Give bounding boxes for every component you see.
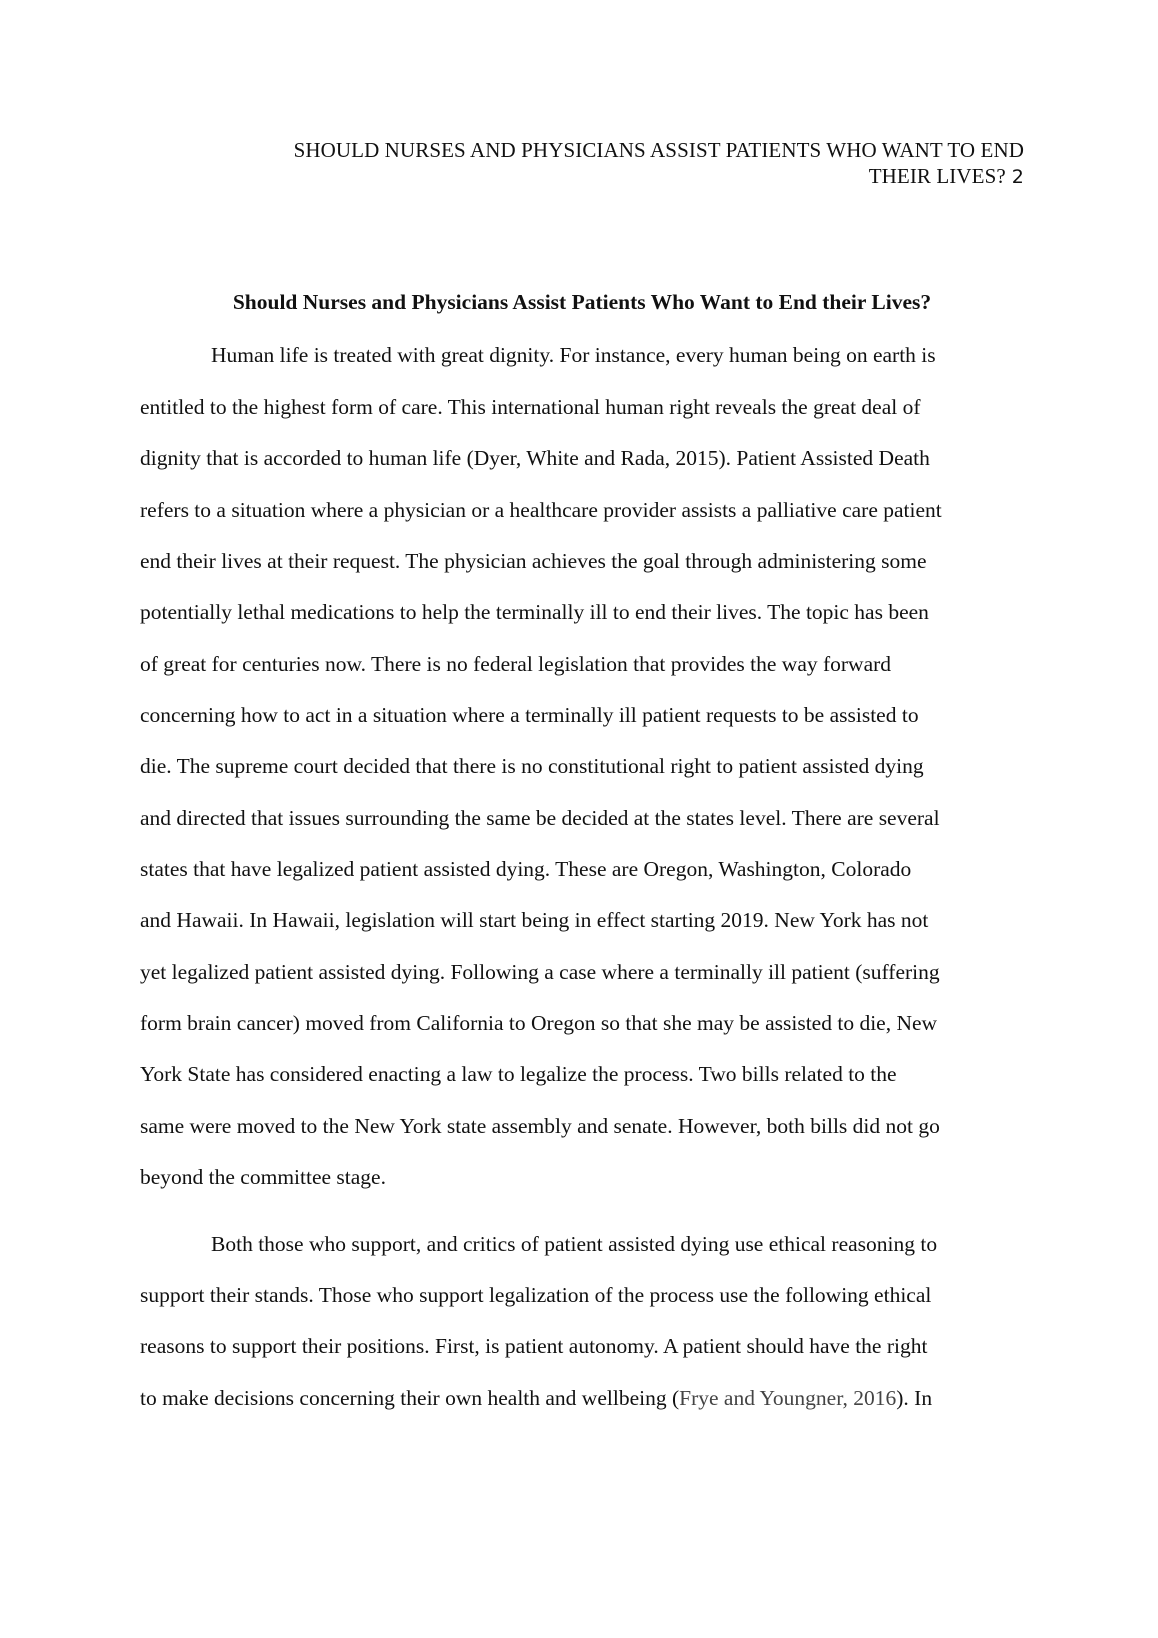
paragraph-1-line: Human life is treated with great dignity. For instance, every human being on earth is [211, 343, 936, 367]
paragraph-2-line [140, 1384, 932, 1412]
page-number: 2 [1011, 166, 1024, 188]
paragraph-2-text: ). In [896, 1386, 933, 1410]
citation: Frye and Youngner, 2016 [679, 1386, 897, 1410]
paragraph-1-line: and Hawaii. In Hawaii, legislation will start being in effect starting 2019. New York has not [140, 908, 929, 932]
paragraph-1-line: entitled to the highest form of care. This international human right reveals the great deal of [140, 395, 921, 419]
running-head [140, 137, 1024, 190]
paragraph-1-line: same were moved to the New York state assembly and senate. However, both bills did not go [140, 1114, 940, 1138]
running-head-title-end: THEIR LIVES? [868, 164, 1006, 188]
paragraph-1-line: dignity that is accorded to human life (Dyer, White and Rada, 2015). Patient Assisted Death [140, 446, 930, 470]
paragraph-1-line: refers to a situation where a physician or a healthcare provider assists a palliative care patient [140, 498, 942, 522]
paragraph-1-line: York State has considered enacting a law to legalize the process. Two bills related to the [140, 1062, 897, 1086]
paragraph-1-line: die. The supreme court decided that there is no constitutional right to patient assisted dying [140, 754, 924, 778]
paragraph-1-line: potentially lethal medications to help the terminally ill to end their lives. The topic has been [140, 600, 929, 624]
running-head-line-1: SHOULD NURSES AND PHYSICIANS ASSIST PATIENTS WHO WANT TO END [293, 138, 1024, 162]
running-head-line-2 [140, 163, 1024, 190]
paragraph-1-line: of great for centuries now. There is no federal legislation that provides the way forward [140, 652, 892, 676]
paragraph-1-line: and directed that issues surrounding the same be decided at the states level. There are several [140, 806, 940, 830]
document-title: Should Nurses and Physicians Assist Patients Who Want to End their Lives? [232, 290, 932, 314]
paragraph-2-text: to make decisions concerning their own health and wellbeing ( [140, 1386, 680, 1410]
paragraph-1-line: end their lives at their request. The physician achieves the goal through administering some [140, 549, 927, 573]
paragraph-1-line: concerning how to act in a situation where a terminally ill patient requests to be assisted to [140, 703, 919, 727]
paragraph-1-line: yet legalized patient assisted dying. Following a case where a terminally ill patient (suffering [140, 960, 940, 984]
paragraph-1-line: states that have legalized patient assisted dying. These are Oregon, Washington, Colorado [140, 857, 912, 881]
paragraph-2-line: reasons to support their positions. First, is patient autonomy. A patient should have the right [140, 1334, 928, 1358]
paragraph-1-line: beyond the committee stage. [140, 1165, 386, 1189]
paragraph-2-line: Both those who support, and critics of patient assisted dying use ethical reasoning to [211, 1232, 938, 1256]
paragraph-2-line: support their stands. Those who support legalization of the process use the following ethical [140, 1283, 932, 1307]
paragraph-1-line: form brain cancer) moved from California to Oregon so that she may be assisted to die, New [140, 1011, 938, 1035]
